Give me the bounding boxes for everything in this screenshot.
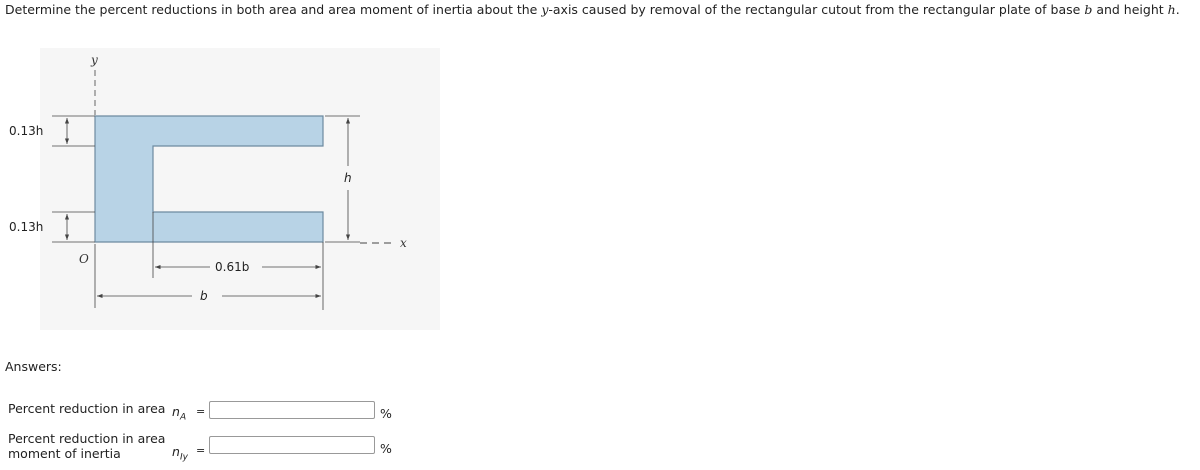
inertia-reduction-label: Percent reduction in area moment of inertia [8, 431, 166, 461]
area-equals: = [196, 405, 206, 418]
area-symbol: $n_A$ [172, 404, 187, 423]
area-reduction-input[interactable] [209, 401, 375, 419]
dim-cutout-label: 0.61b [215, 260, 250, 274]
dim-h-label: h [344, 171, 352, 185]
dim-bottom-label: 0.13h [9, 220, 44, 234]
origin-label: O [79, 252, 89, 266]
inertia-symbol: $n_{Iy}$ [172, 444, 188, 463]
area-reduction-label: Percent reduction in area [8, 401, 166, 416]
answers-heading: Answers: [5, 359, 62, 374]
dim-top-label: 0.13h [9, 124, 44, 138]
plate-figure [0, 40, 440, 340]
inertia-unit: % [380, 441, 392, 456]
dim-b-label: b [200, 289, 208, 303]
problem-statement: Determine the percent reductions in both area and area moment of inertia about the y-axis caused by removal of the rectangular cutout from the rectangular plate of base b and height h. [5, 2, 1180, 17]
inertia-reduction-input[interactable] [209, 436, 375, 454]
area-unit: % [380, 406, 392, 421]
x-axis-label: x [400, 236, 407, 250]
inertia-equals: = [196, 444, 206, 457]
y-axis-label: y [91, 53, 98, 67]
